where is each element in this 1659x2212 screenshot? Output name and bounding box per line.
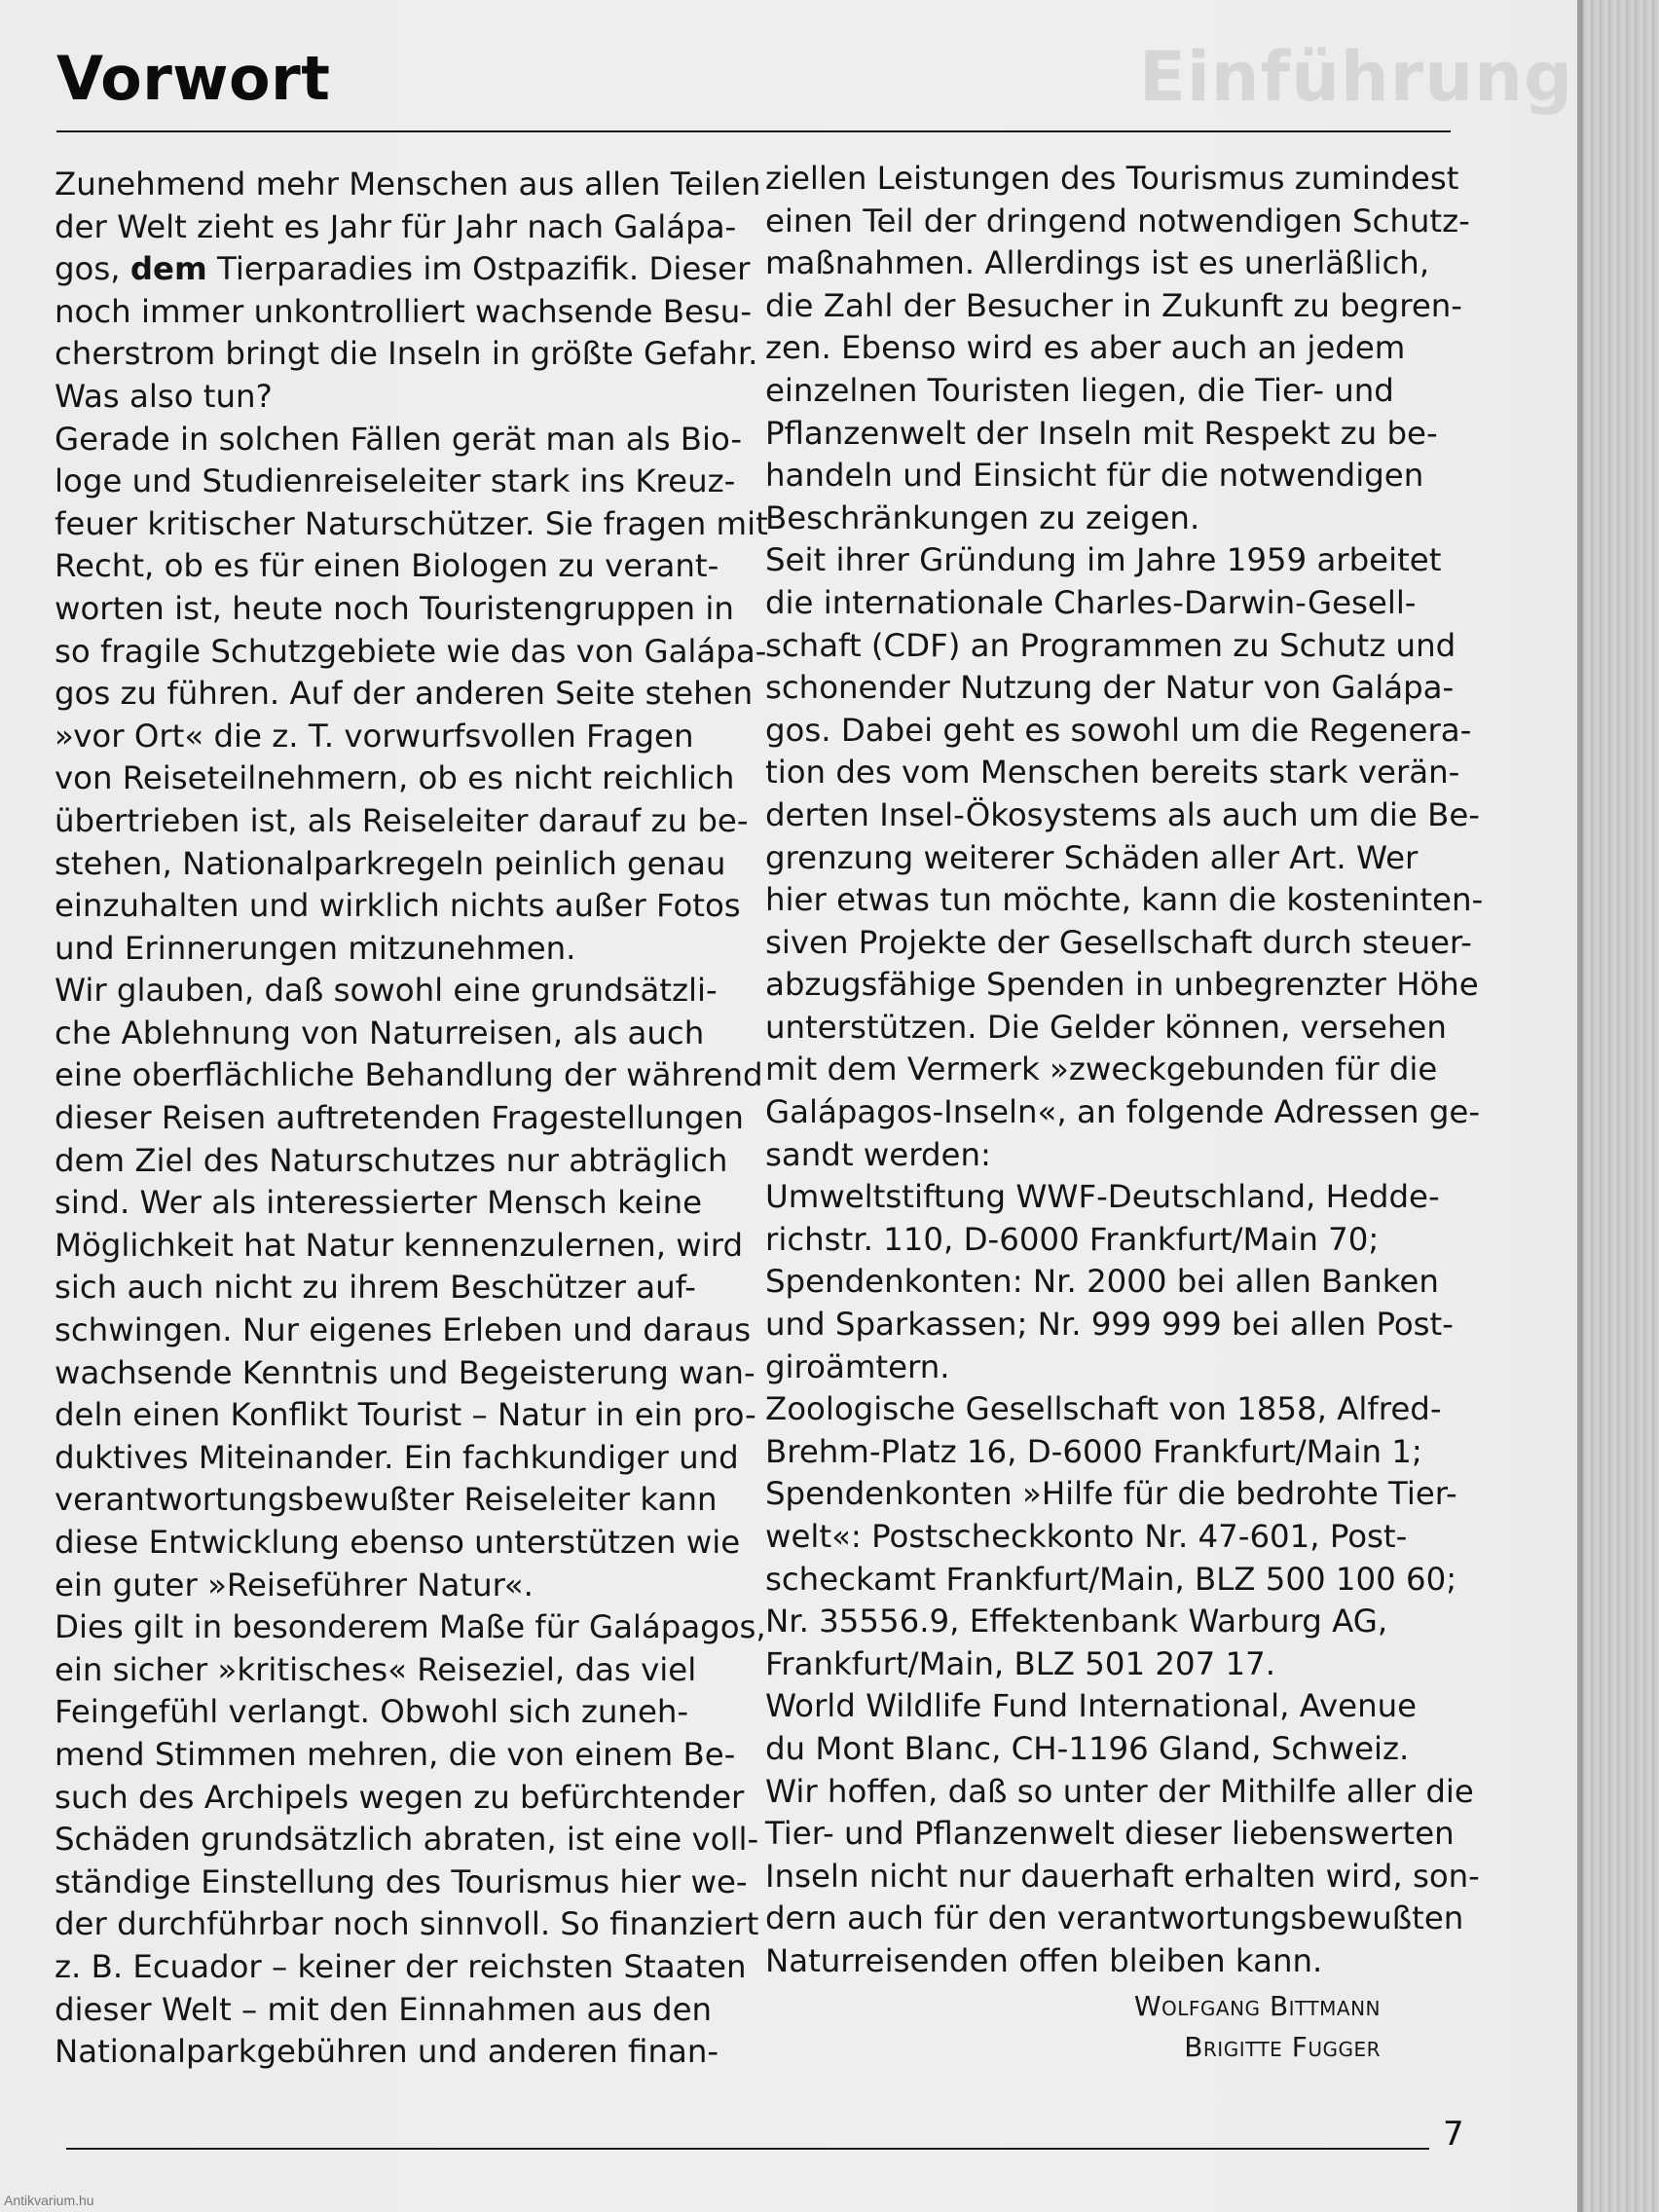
text-line: der durchführbar noch sinnvoll. So finanziert bbox=[55, 1905, 759, 1943]
emphasized-word: dem bbox=[129, 250, 207, 288]
text-line: Wir glauben, daß sowohl eine grundsätzli- bbox=[55, 972, 718, 1010]
text-line: sich auch nicht zu ihrem Beschützer auf- bbox=[55, 1269, 696, 1307]
text-line: Naturreisenden offen bleiben kann. bbox=[765, 1941, 1323, 1979]
text-line: handeln und Einsicht für die notwendigen bbox=[765, 457, 1424, 495]
text-line: richstr. 110, D-6000 Frankfurt/Main 70; bbox=[765, 1220, 1380, 1258]
text-line: dieser Welt – mit den Einnahmen aus den bbox=[55, 1990, 713, 2028]
text-line: Schäden grundsätzlich abraten, ist eine voll- bbox=[55, 1821, 759, 1859]
watermark: Antikvarium.hu bbox=[4, 2193, 94, 2208]
text-line: und Sparkassen; Nr. 999 999 bei allen Post- bbox=[765, 1306, 1454, 1344]
text-line: Tier- und Pflanzenwelt dieser liebenswerten bbox=[765, 1815, 1455, 1853]
text-line: schwingen. Nur eigenes Erleben und daraus bbox=[55, 1311, 752, 1349]
text-line: Nr. 35556.9, Effektenbank Warburg AG, bbox=[765, 1603, 1388, 1641]
text-line: Seit ihrer Gründung im Jahre 1959 arbeitet bbox=[765, 541, 1442, 579]
text-line: Frankfurt/Main, BLZ 501 207 17. bbox=[765, 1644, 1276, 1682]
text-line: Galápagos-Inseln«, an folgende Adressen ge- bbox=[765, 1093, 1481, 1131]
text-line: dem Ziel des Naturschutzes nur abträglich bbox=[55, 1141, 728, 1179]
text-line: Pflanzenwelt der Inseln mit Respekt zu be- bbox=[765, 414, 1438, 452]
text-line: »vor Ort« die z. T. vorwurfsvollen Fragen bbox=[55, 717, 694, 755]
text-line: Spendenkonten: Nr. 2000 bei allen Banken bbox=[765, 1263, 1439, 1301]
text-line: verantwortungsbewußter Reiseleiter kann bbox=[55, 1481, 718, 1519]
text-line: maßnahmen. Allerdings ist es unerläßlich, bbox=[765, 244, 1430, 282]
text-line: scheckamt Frankfurt/Main, BLZ 500 100 60; bbox=[765, 1560, 1457, 1598]
text-line: duktives Miteinander. Ein fachkundiger und bbox=[55, 1438, 739, 1476]
text-line: deln einen Konflikt Tourist – Natur in ein pro- bbox=[55, 1396, 756, 1434]
text-line: gos. Dabei geht es sowohl um die Regenera- bbox=[765, 711, 1472, 749]
text-line: Inseln nicht nur dauerhaft erhalten wird, son- bbox=[765, 1857, 1480, 1895]
text-line: einzelnen Touristen liegen, die Tier- und bbox=[765, 371, 1394, 409]
text-segment: gos, bbox=[55, 250, 130, 288]
text-line: hier etwas tun möchte, kann die kosteninten- bbox=[765, 881, 1484, 919]
text-line: World Wildlife Fund International, Avenue bbox=[765, 1687, 1418, 1725]
signature-author-2: Brigitte Fugger bbox=[1184, 2031, 1381, 2063]
text-line: Beschränkungen zu zeigen. bbox=[765, 498, 1200, 536]
text-line: grenzung weiterer Schäden aller Art. Wer bbox=[765, 838, 1419, 876]
text-line: Umweltstiftung WWF-Deutschland, Hedde- bbox=[765, 1178, 1440, 1216]
text-line: Brehm-Platz 16, D-6000 Frankfurt/Main 1; bbox=[765, 1432, 1422, 1470]
text-line: derten Insel-Ökosystems als auch um die Be- bbox=[765, 795, 1480, 833]
text-line: einzuhalten und wirklich nichts außer Fotos bbox=[55, 887, 741, 925]
text-line: mit dem Vermerk »zweckgebunden für die bbox=[765, 1051, 1438, 1088]
text-line: wachsende Kenntnis und Begeisterung wan- bbox=[55, 1353, 756, 1391]
text-line: gos zu führen. Auf der anderen Seite stehen bbox=[55, 675, 754, 713]
text-line: von Reiseteilnehmern, ob es nicht reichlich bbox=[55, 759, 735, 797]
text-line: ständige Einstellung des Tourismus hier we- bbox=[55, 1862, 748, 1900]
text-line: Dies gilt in besonderem Maße für Galápagos, bbox=[55, 1608, 766, 1646]
text-line: feuer kritischer Naturschützer. Sie fragen mit bbox=[55, 504, 768, 542]
text-line: Möglichkeit hat Natur kennenzulernen, wird bbox=[55, 1226, 744, 1264]
text-line: ein guter »Reiseführer Natur«. bbox=[55, 1566, 534, 1604]
text-line: welt«: Postscheckkonto Nr. 47-601, Post- bbox=[765, 1518, 1408, 1555]
book-page-edges bbox=[1577, 0, 1659, 2212]
text-segment: Tierparadies im Ostpazifik. Dieser bbox=[206, 250, 751, 288]
text-line: tion des vom Menschen bereits stark verän- bbox=[765, 754, 1460, 792]
text-line: du Mont Blanc, CH-1196 Gland, Schweiz. bbox=[765, 1729, 1410, 1767]
text-line: Gerade in solchen Fällen gerät man als Bio- bbox=[55, 420, 743, 458]
text-line: che Ablehnung von Naturreisen, als auch bbox=[55, 1014, 705, 1051]
text-line: giroämtern. bbox=[765, 1347, 950, 1385]
text-line: cherstrom bringt die Inseln in größte Gefahr. bbox=[55, 335, 758, 373]
text-line: einen Teil der dringend notwendigen Schutz- bbox=[765, 202, 1470, 240]
text-line: ein sicher »kritisches« Reiseziel, das viel bbox=[55, 1650, 697, 1688]
header-rule bbox=[56, 130, 1451, 132]
text-line: die Zahl der Besucher in Zukunft zu begren- bbox=[765, 286, 1462, 324]
text-line: stehen, Nationalparkregeln peinlich genau bbox=[55, 844, 726, 882]
signature-author-1: Wolfgang Bittmann bbox=[1133, 1990, 1381, 2022]
text-line: und Erinnerungen mitzunehmen. bbox=[55, 929, 576, 967]
text-line: siven Projekte der Gesellschaft durch steuer- bbox=[765, 923, 1472, 961]
text-column-right bbox=[765, 158, 1484, 1983]
text-line: diese Entwicklung ebenso unterstützen wie bbox=[55, 1524, 741, 1561]
text-line: ziellen Leistungen des Tourismus zumindest bbox=[765, 160, 1459, 197]
text-line: der Welt zieht es Jahr für Jahr nach Galápa- bbox=[55, 207, 737, 245]
text-line: loge und Studienreiseleiter stark ins Kreuz- bbox=[55, 462, 736, 500]
text-line: sandt werden: bbox=[765, 1135, 991, 1173]
text-line: schaft (CDF) an Programmen zu Schutz und bbox=[765, 626, 1456, 664]
text-line: sind. Wer als interessierter Mensch keine bbox=[55, 1184, 703, 1222]
text-line: Feingefühl verlangt. Obwohl sich zuneh- bbox=[55, 1693, 689, 1731]
text-line bbox=[55, 248, 751, 291]
text-line: übertrieben ist, als Reiseleiter darauf zu be- bbox=[55, 801, 749, 839]
text-line: abzugsfähige Spenden in unbegrenzter Höhe bbox=[765, 966, 1479, 1004]
text-line: z. B. Ecuador – keiner der reichsten Staaten bbox=[55, 1947, 747, 1985]
text-line: schonender Nutzung der Natur von Galápa- bbox=[765, 669, 1455, 707]
text-line: so fragile Schutzgebiete wie das von Galápa- bbox=[55, 632, 767, 670]
text-line: noch immer unkontrolliert wachsende Besu- bbox=[55, 292, 753, 330]
text-column-left bbox=[55, 164, 768, 2074]
text-line: Zoologische Gesellschaft von 1858, Alfred- bbox=[765, 1390, 1442, 1428]
page-title: Vorwort bbox=[56, 43, 331, 114]
text-line: Nationalparkgebühren und anderen finan- bbox=[55, 2033, 719, 2071]
text-line: Spendenkonten »Hilfe für die bedrohte Tier- bbox=[765, 1475, 1457, 1513]
text-line: Was also tun? bbox=[55, 377, 273, 415]
text-line: eine oberflächliche Behandlung der während bbox=[55, 1056, 763, 1094]
text-line: such des Archipels wegen zu befürchtender bbox=[55, 1778, 745, 1816]
text-line: Wir hoffen, daß so unter der Mithilfe aller die bbox=[765, 1772, 1474, 1810]
text-line: zen. Ebenso wird es aber auch an jedem bbox=[765, 329, 1406, 367]
footer-rule bbox=[66, 2148, 1429, 2150]
page-number: 7 bbox=[1443, 2115, 1464, 2154]
bleed-through-heading: Einführung bbox=[1139, 37, 1574, 117]
text-line: die internationale Charles-Darwin-Gesell- bbox=[765, 583, 1417, 621]
text-line: Zunehmend mehr Menschen aus allen Teilen bbox=[55, 166, 761, 203]
text-line: dieser Reisen auftretenden Fragestellungen bbox=[55, 1099, 744, 1137]
text-line: dern auch für den verantwortungsbewußten bbox=[765, 1899, 1464, 1937]
text-line: mend Stimmen mehren, die von einem Be- bbox=[55, 1735, 736, 1773]
text-line: unterstützen. Die Gelder können, versehen bbox=[765, 1008, 1447, 1046]
text-line: Recht, ob es für einen Biologen zu verant- bbox=[55, 547, 719, 585]
text-line: worten ist, heute noch Touristengruppen in bbox=[55, 589, 734, 627]
